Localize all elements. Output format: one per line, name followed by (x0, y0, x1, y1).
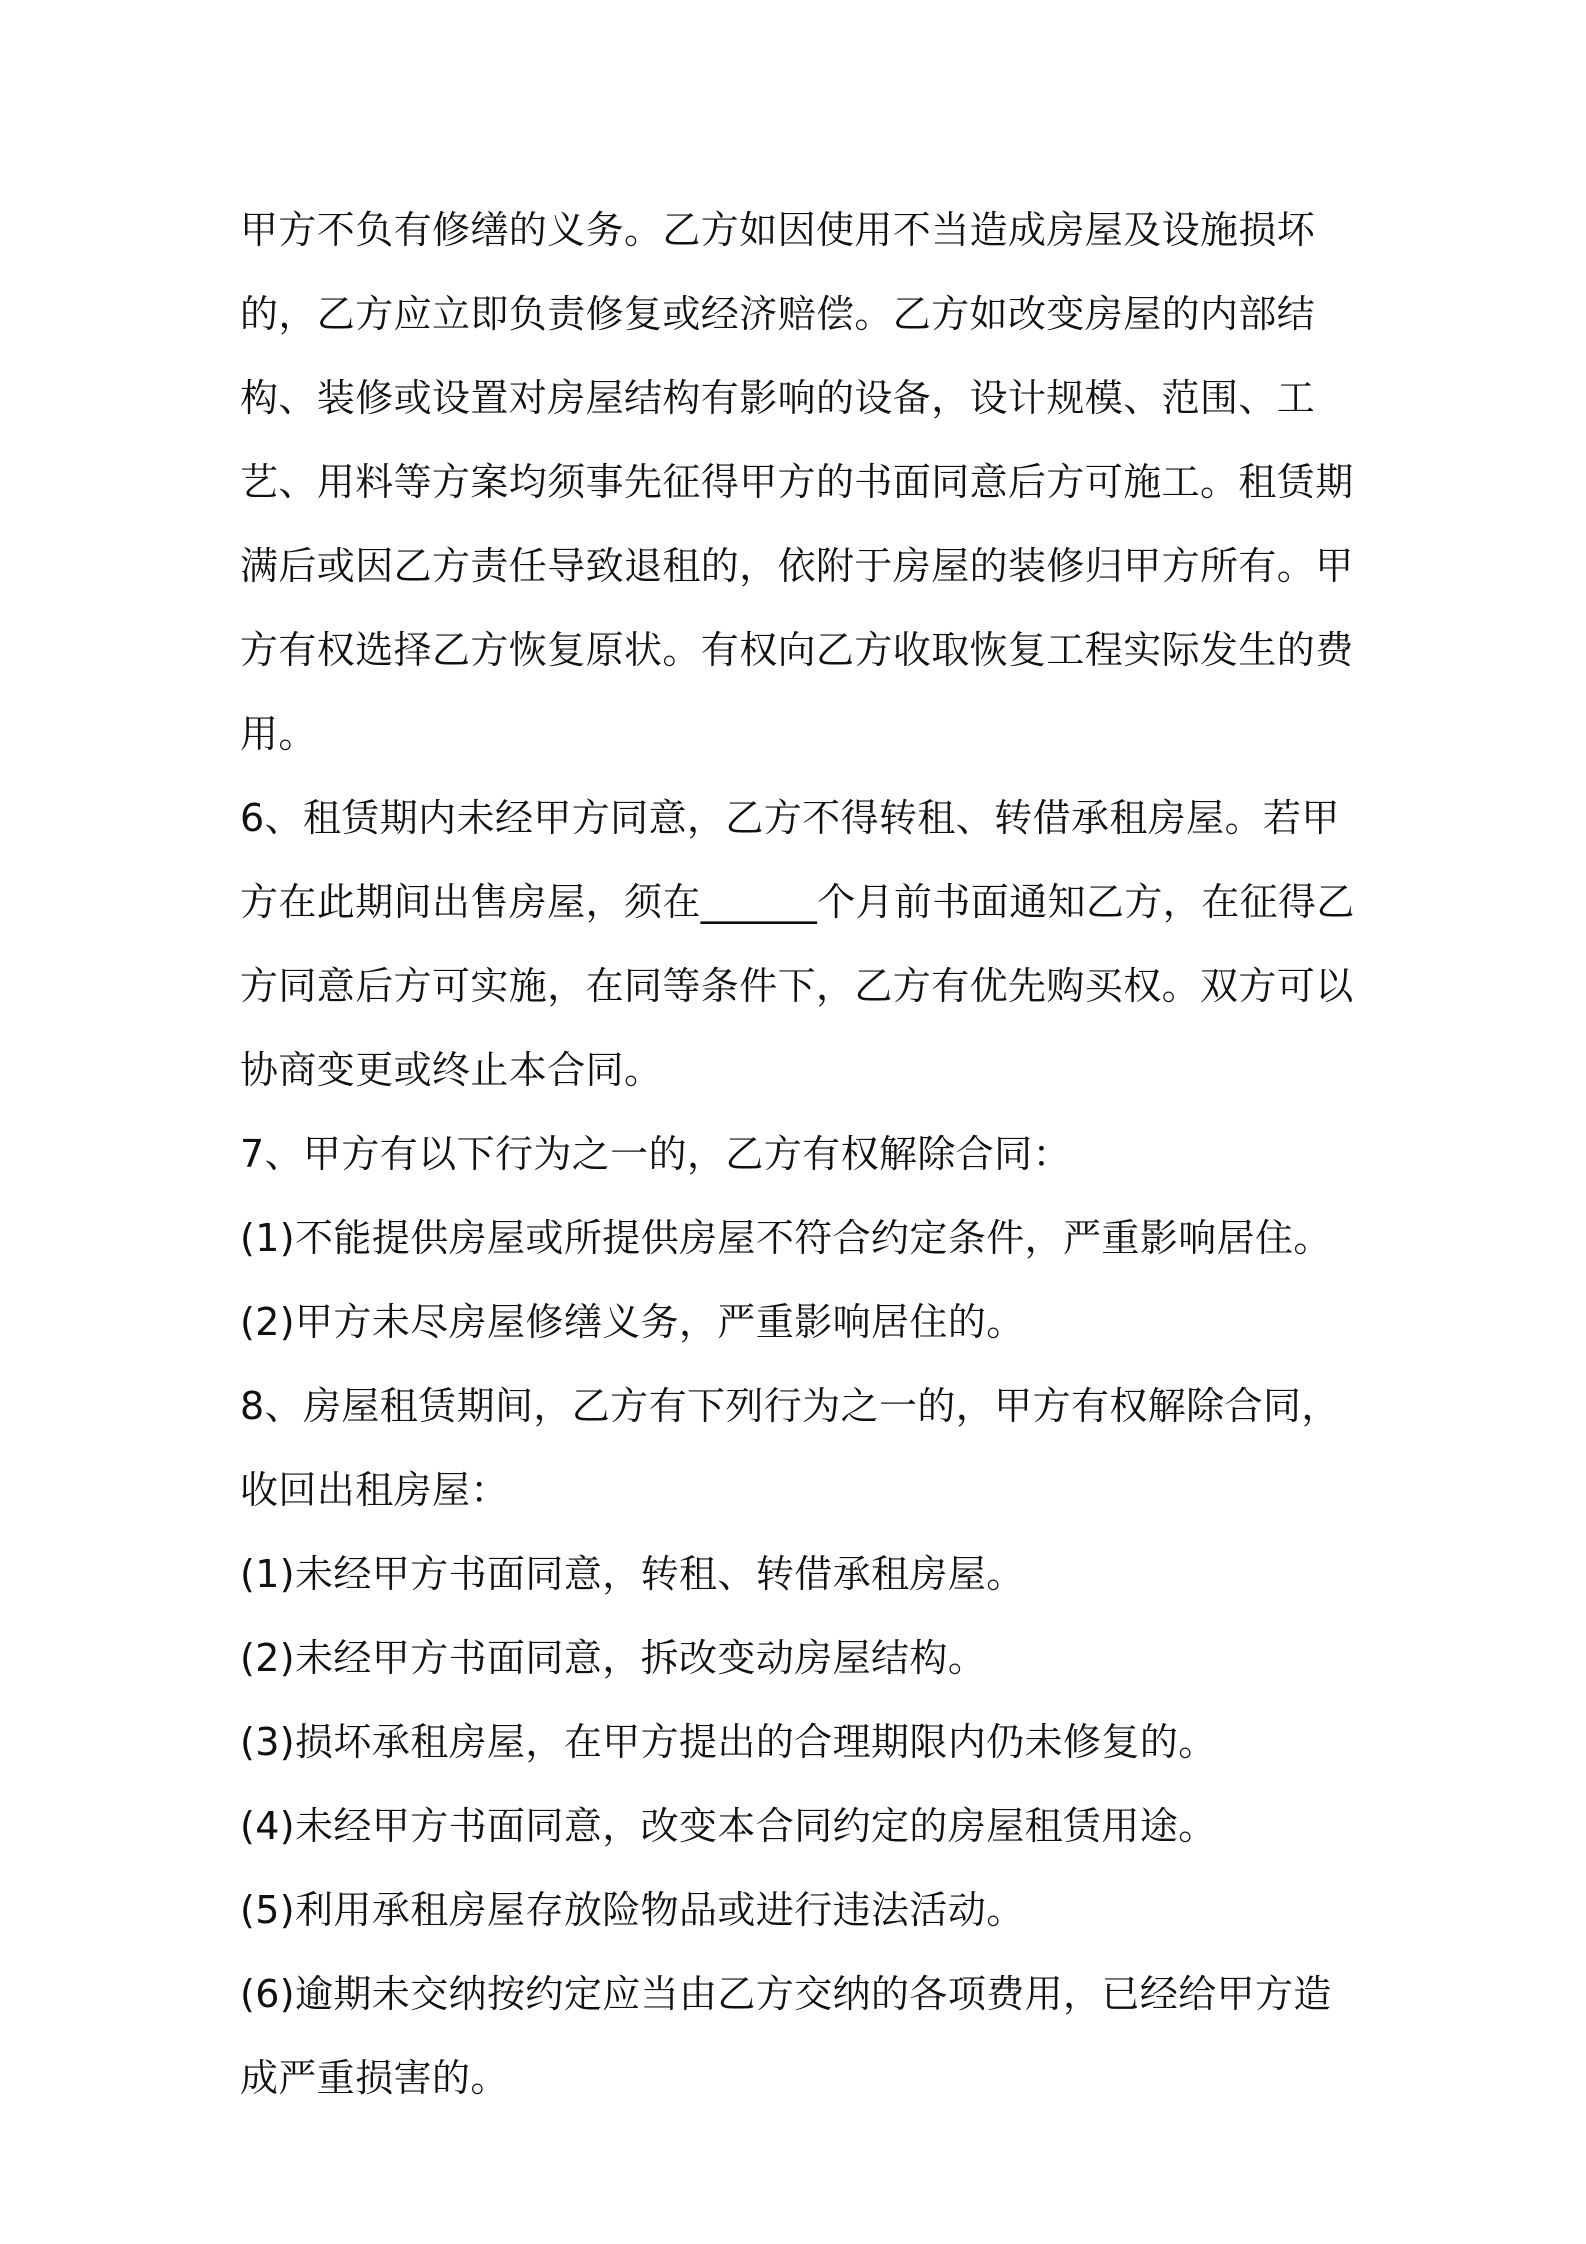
paragraph-clause-8-item-2: (2)未经甲方书面同意，拆改变动房屋结构。 (240, 1636, 987, 1680)
paragraph-clause-8-item-5: (5)利用承租房屋存放险物品或进行违法活动。 (240, 1888, 1025, 1932)
paragraph-clause-8-item-1: (1)未经甲方书面同意，转租、转借承租房屋。 (240, 1552, 1025, 1596)
paragraph-clause-8-item-4: (4)未经甲方书面同意，改变本合同约定的房屋租赁用途。 (240, 1804, 1217, 1848)
paragraph-clause-8-heading: 8、房屋租赁期间，乙方有下列行为之一的，甲方有权解除合同，收回出租房屋： (240, 1384, 1340, 1512)
paragraph-repair-obligations: 甲方不负有修缮的义务。乙方如因使用不当造成房屋及设施损坏的，乙方应立即负责修复或经济赔偿。乙方如改变房屋的内部结构、装修或设置对房屋结构有影响的设备，设计规模、范围、工艺、用料等方案均须事先征得甲方的书面同意后方可施工。租赁期满后或因乙方责任导致退租的，依附于房屋的装修归甲方所有。甲方有权选择乙方恢复原状。有权向乙方收取恢复工程实际发生的费用。 (240, 208, 1354, 756)
paragraph-clause-7-heading: 7、甲方有以下行为之一的，乙方有权解除合同： (240, 1132, 1071, 1176)
paragraph-clause-7-item-2: (2)甲方未尽房屋修缮义务，严重影响居住的。 (240, 1300, 1025, 1344)
paragraph-clause-6-sublease: 6、租赁期内未经甲方同意，乙方不得转租、转借承租房屋。若甲方在此期间出售房屋，须在______个月前书面通知乙方，在征得乙方同意后方可实施，在同等条件下，乙方有优先购买权。双方可以协商变更或终止本合同。 (240, 796, 1355, 1092)
paragraph-clause-7-item-1: (1)不能提供房屋或所提供房屋不符合约定条件，严重影响居住。 (240, 1216, 1332, 1260)
contract-text-block (240, 188, 1360, 2120)
paragraph-clause-8-item-3: (3)损坏承租房屋，在甲方提出的合理期限内仍未修复的。 (240, 1720, 1217, 1764)
paragraph-clause-8-item-6: (6)逾期未交纳按约定应当由乙方交纳的各项费用，已经给甲方造成严重损害的。 (240, 1972, 1332, 2100)
